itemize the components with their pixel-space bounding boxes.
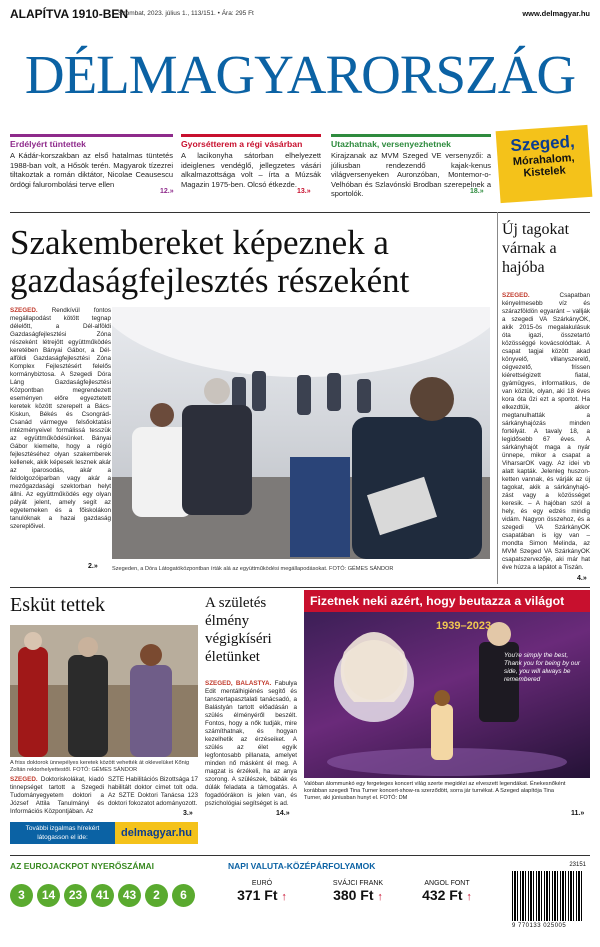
teaser-utazhatnak[interactable] (331, 134, 491, 198)
teaser-page: 18.» (470, 188, 484, 195)
fx-value: 432 Ft (422, 887, 463, 903)
promo-site[interactable]: delmagyar.hu (115, 822, 198, 844)
fx-name: ANGOL FONT (424, 880, 470, 887)
region-title: Szeged, (509, 131, 576, 156)
region-sub1: Mórahalom, (512, 151, 575, 169)
promo-text-2: látogasson el ide: (37, 834, 88, 841)
mid-headline[interactable]: A születés élmény végigkíséri életünket (205, 595, 272, 665)
lead-page-ref: 2.» (88, 563, 98, 570)
side-keyword: SZEGED. (502, 292, 530, 299)
oath-headline[interactable]: Esküt tettek (10, 594, 105, 616)
barcode-issue: 23151 (569, 862, 586, 868)
fx-name: SVÁJCI FRANK (332, 880, 384, 887)
lead-text: Rendkívül fontos megállapodást kötött tegnap délelőtt, a Dél-alföldi Gazdaságfejlesztési Zóna részeként létrejött együttműködés keretében Bányai Gábor, a Dél-alföldi Gazdaságfejlesztési Zóna Komplex Fejlesztésért felelős kormánybiztosa. A Szegedi Dóra Láng Gazdaságfejlesztési Központban megrendezett eseményen előre egyeztetett keretek között szerepelt a Bács-Kiskun, Békés és Csongrád-Csanád vármegye felsőoktatási intézményeivel formálissá tesszük az együttműködésünket. Bányai Gábor kiemelte, hogy a régió fejlesztéséhez olyan szakemberek kellenek, akik képesek lesznek akár az iparosodás, akár a feldolgozóiparban vagy akár a mezőgazdasági szektorban helyt állni. Az együttműködés egy olyan pályát jelent, amely segít az egyetemeken és a főiskolákon tanulóknak a hazai gazdaság szereplőivel. (10, 307, 111, 530)
oath-body-right: SZTE Habilitációs Bizottsága 17 habilitált doktor címet tolt oda. Az SZTE Doktori Tanácsa 123 doktori fokozatot adományozott. (108, 776, 198, 807)
masthead-site[interactable]: www.delmagyar.hu (522, 9, 590, 18)
oath-photo (10, 625, 198, 757)
tina-caption: Valóban álommunkó egy fergeteges koncert világ szerte megidézi az elveszett legendákat. Énekesnőként korábban szegedi Tina Turner koncert-show-ra szerződött, sorra jár turnékat. A Szeged alapítója Tina Turner, aki júniusban hunyt el. FOTÓ: DM (304, 781, 566, 801)
mid-page-ref: 14.» (276, 810, 290, 817)
lottery-number: 23 (64, 884, 87, 907)
side-text: Csapatban kényelmesebb víz és szárazföldön egyaránt – vallják a szegedi VA SzárkányOK, akik 2015-ös megalakulásuk óta igazi, összetartó közösséggé kovácsolódtak. A csapat tagjai között akad könyvelő, villanyszerelő, cégvezető, frissen kiérettségizett fiatal, gyámügyes, informatikus, de van köztük, olyan, aki 18 éves kora óta űzi ezt a sportot. Ha elkezdtük, akkor megtanulhatták a sárkányhajózás minden fortélyát. A tavaly 18, a legidősebb 67 éves. A sárkányhajót maga a nyár ünnepe, mikor a csapat a ViharsarOK vagy. Az idei vb alatt kapták. Jelenleg huszon-ketten vannak, és várják az új tagokat, akik a sárkányhajó-zást vagy a közösséget keresik. – A hajóban szól a hely, és egy edzés mindig vidám. Nagyon összehoz, és a szegedi VA SzárkányOK csapatában is így van – mondta Simon Melinda, az MVM Szeged VA SzárkányOK csapatszervezője, aki már hat éve húzza a lapátot a Tiszán. (502, 292, 590, 571)
masthead-founded: ALAPÍTVA 1910-BEN (10, 7, 129, 21)
up-arrow-icon: ↑ (466, 891, 472, 903)
side-page-ref: 4.» (577, 575, 587, 582)
lottery-number: 41 (91, 884, 114, 907)
lead-photo (112, 307, 490, 559)
up-arrow-icon: ↑ (281, 891, 287, 903)
lottery-number: 6 (172, 884, 195, 907)
tina-years: 1939–2023 (436, 620, 492, 632)
lottery-number: 3 (10, 884, 33, 907)
oath-body-left (10, 776, 104, 818)
tina-page-ref: 11.» (571, 810, 585, 817)
teaser-page: 12.» (160, 188, 174, 195)
mid-text: Fabulya Edit mentálhigiénés segítő és tanszertapasztalati tanácsadó, a Balástyán tartott előadásán a szülés élményéről beszélt. Fontos, hogy a nők tudják, mire számíthatnak, és hogyan kezelhetik az érzéseiket. A szülés az élet egyik legfontosabb pillanata, amelyet minden nő másként él meg. A magzat is érzékeli, ha az anya szorong. A szülészek, bábák és dúlák feladata a támogatás. A fogadóórákon is jelen van, és pszichológiai segítséget is ad. (205, 680, 297, 807)
barcode-code: 9 770133 025005 (512, 923, 567, 929)
teaser-page: 13.» (297, 188, 311, 195)
barcode (506, 862, 590, 934)
lottery-numbers (10, 884, 210, 907)
lead-photo-caption: Szegeden, a Dóra Látogatóközpontban írták alá az együttműködési megállapodásokat. FOTÓ: GÉMES SÁNDOR (112, 566, 394, 572)
oath-text: Doktoriskolákat, kiadó tinnepséget tartott a Szegedi Tudományegyetem doktori a József Attila Tanulmányi és Információs Központjában. Az (10, 776, 104, 815)
teaser-title: Erdélyért tüntettek (10, 134, 173, 149)
teaser-title: Gyorsétterem a régi vásárban (181, 134, 321, 149)
teaser-body: A lacikonyha sátorban elhelyezett ideiglenes vendéglő, jellegzetes vásári alkalmazottsága volt – írta a Múzsák Magazin 1975-ben. Olcsó étkezde. (181, 151, 321, 189)
lead-body (10, 307, 111, 577)
lottery-number: 14 (37, 884, 60, 907)
fx-title: NAPI VALUTA-KÖZÉPÁRFOLYAMOK (228, 861, 376, 871)
lottery-number: 2 (145, 884, 168, 907)
lead-headline[interactable]: Szakembereket képeznek a gazdaságfejlesztés részeként (10, 223, 410, 300)
lead-keyword: SZEGED. (10, 307, 38, 314)
fx-value: 371 Ft (237, 887, 278, 903)
teaser-title: Utazhatnak, versenyezhetnek (331, 134, 491, 149)
barcode-bars (512, 871, 584, 921)
tina-photo (304, 612, 590, 778)
promo-text-1: További izgalmas hírekért (25, 825, 100, 832)
tina-headline: Fizetnek neki azért, hogy beutazza a világot (304, 590, 590, 612)
oath-page-ref: 3.» (183, 810, 193, 817)
fx-value: 380 Ft (333, 887, 374, 903)
side-body (502, 292, 590, 580)
mid-body (205, 680, 297, 820)
oath-photo-caption: A friss doktorok ünnepélyes keretek között vehették át oklevelüket Kőnig Zoltán rektorhelyettestől. FOTÓ: GÉMES SÁNDOR (10, 760, 190, 773)
promo-banner[interactable] (10, 822, 115, 844)
tina-quote: You're simply the best, Thank you for being by our side, you will always be remembered (504, 652, 581, 683)
fx-item-gbp (412, 880, 482, 903)
lottery-number: 43 (118, 884, 141, 907)
teaser-body: Kirajzanak az MVM Szeged VE versenyzői: a júliusban rendezendő kajak-kenus világversenyeken Auronzóban, Montemor-o-Velhóban és Szlavónski Brodban szerepelnek a sportolók. (331, 151, 491, 198)
oath-keyword: SZEGED. (10, 776, 38, 783)
side-headline[interactable]: Új tagokat várnak a hajóba (502, 221, 570, 276)
newspaper-logo: DÉLMAGYARORSZÁG (24, 44, 576, 105)
lottery-title: AZ EUROJACKPOT NYERŐSZÁMAI (10, 861, 155, 871)
region-badge (496, 125, 593, 203)
fx-item-euro (228, 880, 296, 903)
teaser-body: A Kádár-korszakban az első hatalmas tüntetés 1988-ban volt, a Hősök terén. Magyarok tízezrei tiltakoztak a román diktátor, Nicolae Ceausescu ördögi falurombolási terve ellen (10, 151, 173, 189)
fx-item-chf (320, 880, 396, 903)
masthead-dateline: Szombat, 2023. július 1., 113/151. • Ára: 295 Ft (118, 10, 254, 17)
mid-keyword: SZEGED, BALÁSTYA. (205, 680, 272, 687)
tina-story[interactable] (304, 590, 590, 820)
region-sub2: Kistelek (523, 164, 567, 180)
teaser-erdely[interactable] (10, 134, 173, 198)
up-arrow-icon: ↑ (377, 891, 383, 903)
fx-name: EURÓ (251, 880, 273, 887)
